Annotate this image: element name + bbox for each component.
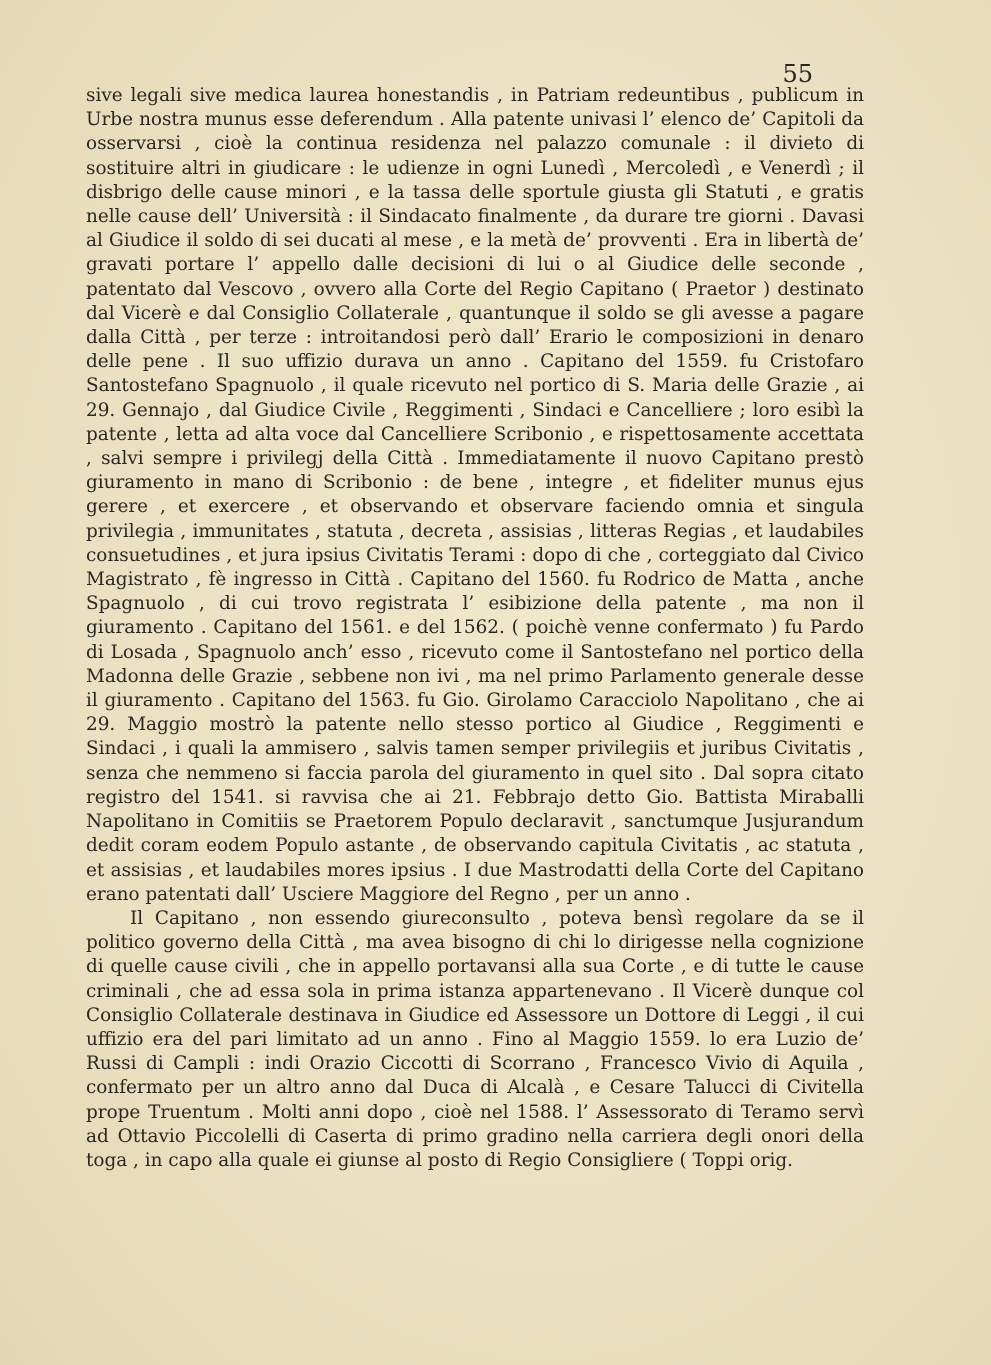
page-number: 55 [782,60,813,88]
paragraph: Il Capitano , non essendo giureconsulto , poteva bensì regolare da se il politico governo della Città , ma avea bisogno di chi lo dirigesse nella cognizione di quelle cause civili , che in appello portavansi alla sua Corte , e di tutte le cause criminali , che ad essa sola in prima istanza appartenevano . Il Vicerè dunque col Consiglio Collaterale destinava in Giudice ed Assessore un Dottore di Leggi , il cui uffizio era del pari limitato ad un anno . Fino al Maggio 1559. lo era Luzio de’ Russi di Campli : indi Orazio Ciccotti di Scorrano , Francesco Vivio di Aquila , confermato per un altro anno dal Duca di Alcalà , e Cesare Talucci di Civitella prope Truentum . Molti anni dopo , cioè nel 1588. l’ Assessorato di Teramo servì ad Ottavio Piccolelli di Caserta di primo gradino nella carriera degli onori della toga , in capo alla quale ei giunse al posto di Regio Consigliere ( Toppi orig. [86,907,864,1171]
paragraph: sive legali sive medica laurea honestandis , in Patriam redeuntibus , publicum in Urbe nostra munus esse deferendum . Alla patente univasi l’ elenco de’ Capitoli da osservarsi , cioè la continua residenza nel palazzo comunale : il divieto di sostituire altri in giudicare : le udienze in ogni Lunedì , Mercoledì , e Venerdì ; il disbrigo delle cause minori , e la tassa delle sportule giusta gli Statuti , e gratis nelle cause dell’ Università : il Sindacato finalmente , da durare tre giorni . Davasi al Giudice il soldo di sei ducati al mese , e la metà de’ provventi . Era in libertà de’ gravati portare l’ appello dalle decisioni di lui o al Giudice delle seconde , patentato dal Vescovo , ovvero alla Corte del Regio Capitano ( Praetor ) destinato dal Vicerè e dal Consiglio Collaterale , quantunque il soldo se gli avesse a pagare dalla Città , per terze : introitandosi però dall’ Erario le composizioni in denaro delle pene . Il suo uffizio durava un anno . Capitano del 1559. fu Cristofaro Santostefano Spagnuolo , il quale ricevuto nel portico di S. Maria delle Grazie , ai 29. Gennajo , dal Giudice Civile , Reggimenti , Sindaci e Cancelliere ; loro esibì la patente , letta ad alta voce dal Cancelliere Scribonio , e rispettosamente accettata , salvi sempre i privilegj della Città . Immediatamente il nuovo Capitano prestò giuramento in mano di Scribonio : de bene , integre , et fideliter munus ejus gerere , et exercere , et observando et observare faciendo omnia et singula privilegia , immunitates , statuta , decreta , assisias , litteras Regias , et laudabiles consuetudines , et jura ipsius Civitatis Terami : dopo di che , corteggiato dal Civico Magistrato , fè ingresso in Città . Capitano del 1560. fu Rodrico de Matta , anche Spagnuolo , di cui trovo registrata l’ esibizione della patente , ma non il giuramento . Capitano del 1561. e del 1562. ( poichè venne confermato ) fu Pardo di Losada , Spagnuolo anch’ esso , ricevuto come il Santostefano nel portico della Madonna delle Grazie , sebbene non ivi , ma nel primo Parlamento generale desse il giuramento . Capitano del 1563. fu Gio. Girolamo Caracciolo Napolitano , che ai 29. Maggio mostrò la patente nello stesso portico al Giudice , Reggimenti e Sindaci , i quali la ammisero , salvis tamen semper privilegiis et juribus Civitatis , senza che nemmeno si faccia parola del giuramento in quel sito . Dal sopra citato registro del 1541. si ravvisa che ai 21. Febbrajo detto Gio. Battista Miraballi Napolitano in Comitiis se Praetorem Populo declaravit , sanctumque Jusjurandum dedit coram eodem Populo astante , de observando capitula Civitatis , ac statuta , et assisias , et laudabiles mores ipsius . I due Mastrodatti della Corte del Capitano erano patentati dall’ Usciere Maggiore del Regno , per un anno . [86,85,864,905]
body-text [86,84,864,1173]
